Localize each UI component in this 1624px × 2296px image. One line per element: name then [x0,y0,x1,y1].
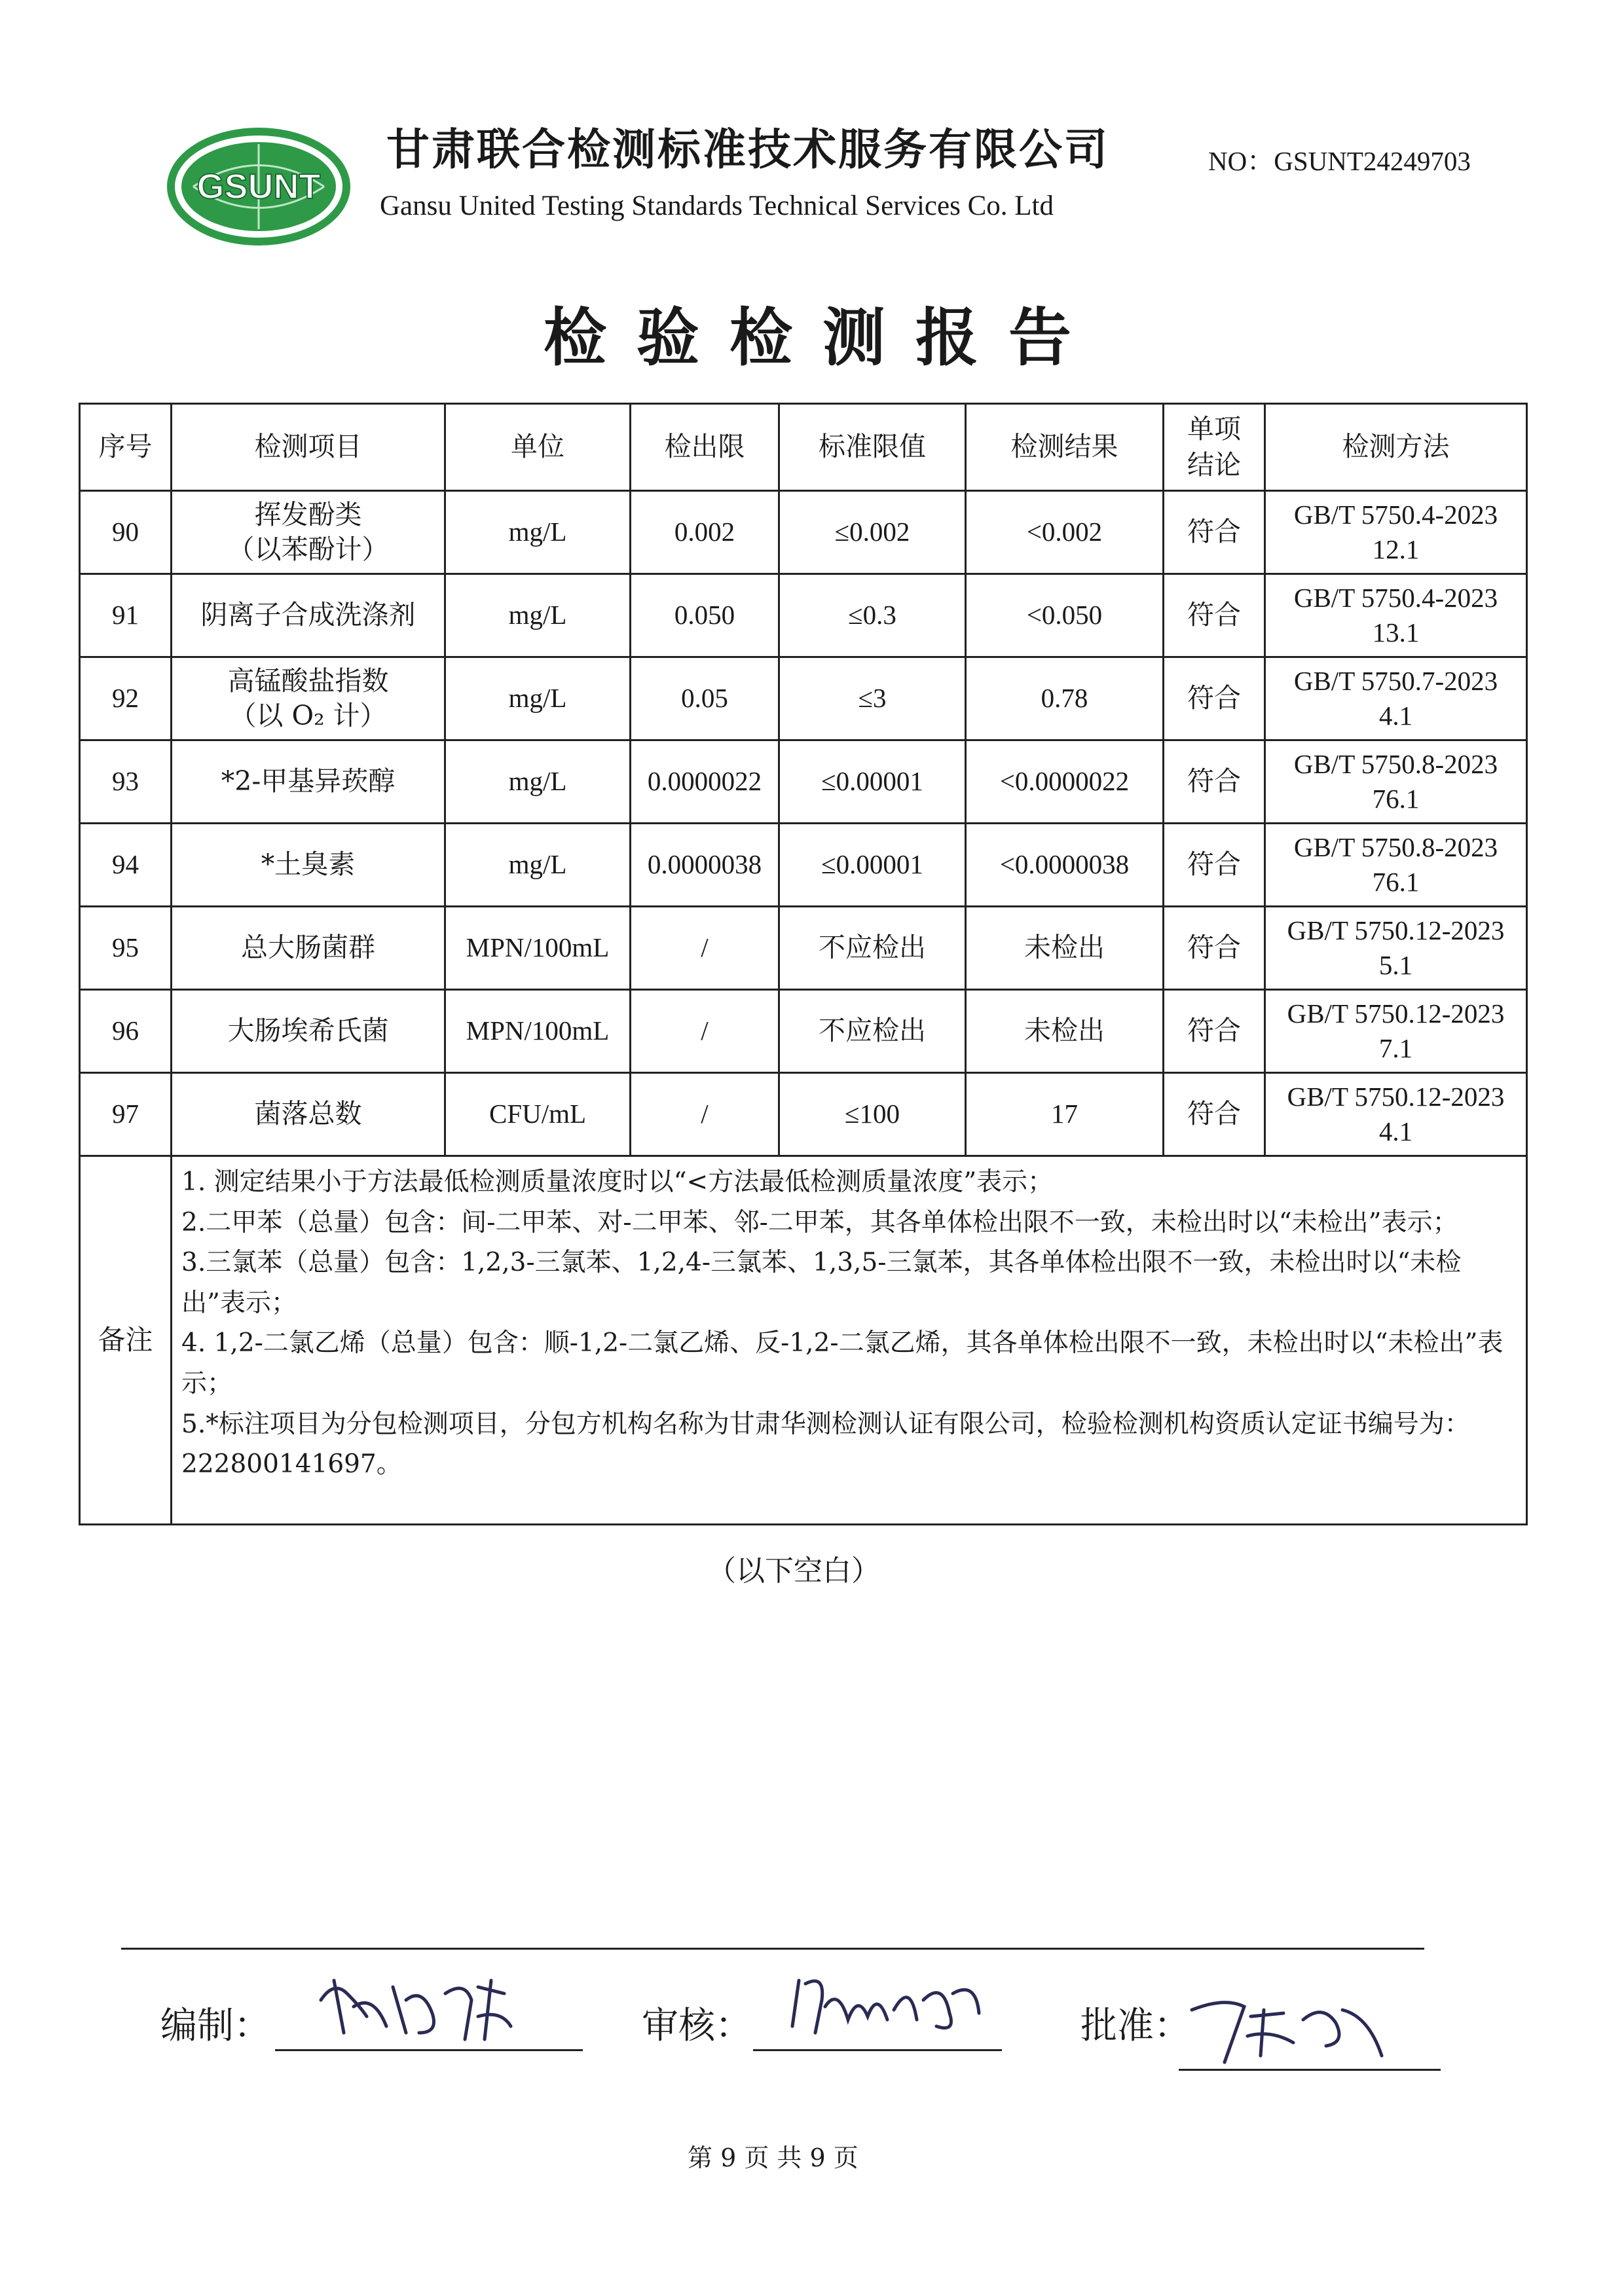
note-line: 5.*标注项目为分包检测项目，分包方机构名称为甘肃华测检测认证有限公司，检验检测机构资质认定证书编号为：222800141697。 [181,1409,1470,1480]
cell-standard-limit: ≤0.00001 [779,824,966,907]
cell-standard-limit: ≤0.00001 [779,740,966,824]
cell-no: 92 [80,657,172,740]
blank-below-note: （以下空白） [707,1554,880,1588]
note-line: 4. 1,2-二氯乙烯（总量）包含：顺-1,2-二氯乙烯、反-1,2-二氯乙烯，其各单体检出限不一致，未检出时以“未检出”表示； [181,1328,1504,1399]
cell-method [1265,574,1527,657]
cell-detection-limit: / [631,1073,779,1156]
cell-item-name: 挥发酚类 [254,498,362,530]
cell-conclusion: 符合 [1164,990,1265,1073]
notes-label: 备注 [80,1156,172,1525]
cell-item-sub: （以苯酚计） [227,534,389,565]
cell-method [1265,990,1527,1073]
cell-method-standard: GB/T 5750.8-2023 [1293,748,1498,779]
note-line: 1. 测定结果小于方法最低检测质量浓度时以“<方法最低检测质量浓度”表示； [181,1167,1054,1197]
cell-result: <0.0000038 [966,824,1164,907]
cell-item-name: 阴离子合成洗涤剂 [200,599,416,631]
cell-result: <0.050 [966,574,1164,657]
cell-result: 未检出 [966,907,1164,990]
table-row [80,1073,1527,1156]
cell-method-standard: GB/T 5750.12-2023 [1287,915,1505,945]
cell-standard-limit: ≤3 [779,657,966,740]
cell-method [1265,491,1527,574]
cell-detection-limit: / [631,907,779,990]
cell-method-standard: GB/T 5750.8-2023 [1293,831,1498,862]
report-title: 检验检测报告 [544,301,1101,374]
cell-item [172,824,445,907]
cell-method-standard: GB/T 5750.4-2023 [1293,499,1498,530]
table-header-row [80,404,1527,491]
cell-item-name: *2-甲基异莰醇 [221,765,396,797]
cell-unit: mg/L [445,491,631,574]
cell-method [1265,1073,1527,1156]
column-header: 检出限 [631,404,779,491]
cell-item-name: 菌落总数 [254,1098,362,1130]
cell-unit: mg/L [445,574,631,657]
cell-no: 93 [80,740,172,824]
cell-item [172,1073,445,1156]
cell-method-standard: GB/T 5750.4-2023 [1293,582,1498,613]
compiled-by-signature [308,1954,524,2052]
column-header: 序号 [80,404,172,491]
table-row [80,657,1527,740]
cell-conclusion: 符合 [1164,907,1265,990]
cell-item-name: 高锰酸盐指数 [227,665,389,697]
cell-method [1265,657,1527,740]
cell-detection-limit: / [631,990,779,1073]
table-row [80,491,1527,574]
cell-standard-limit: ≤100 [779,1073,966,1156]
cell-method-clause: 76.1 [1372,867,1420,897]
cell-method-clause: 13.1 [1372,617,1420,647]
column-header: 检测项目 [172,404,445,491]
column-header-text: 单项结论 [1187,412,1241,481]
cell-standard-limit: ≤0.002 [779,491,966,574]
cell-unit: mg/L [445,740,631,824]
cell-standard-limit: ≤0.3 [779,574,966,657]
cell-item [172,491,445,574]
cell-unit: MPN/100mL [445,907,631,990]
notes-row [80,1156,1527,1525]
cell-result: 未检出 [966,990,1164,1073]
table-row [80,574,1527,657]
cell-conclusion: 符合 [1164,824,1265,907]
report-number: NO：GSUNT24249703 [1208,146,1471,176]
cell-conclusion: 符合 [1164,740,1265,824]
company-name-cn: 甘肃联合检测标准技术服务有限公司 [386,124,1109,175]
column-header: 检测方法 [1265,404,1527,491]
cell-method-clause: 4.1 [1378,701,1413,731]
cell-item-name: 总大肠菌群 [241,932,375,964]
cell-no: 96 [80,990,172,1073]
table-row [80,907,1527,990]
notes-content [172,1156,1527,1525]
cell-no: 90 [80,491,172,574]
cell-method-clause: 76.1 [1372,784,1420,814]
cell-unit: mg/L [445,824,631,907]
cell-detection-limit: 0.0000022 [631,740,779,824]
reviewed-by-signature [786,1954,989,2052]
logo-text: GSUNT [196,167,321,206]
cell-no: 95 [80,907,172,990]
compiled-by-label: 编制： [160,2005,270,2047]
cell-result: <0.0000022 [966,740,1164,824]
cell-method-clause: 7.1 [1378,1033,1413,1063]
cell-detection-limit: 0.0000038 [631,824,779,907]
column-header: 检测结果 [966,404,1164,491]
table-row [80,990,1527,1073]
cell-unit: CFU/mL [445,1073,631,1156]
cell-result: 17 [966,1073,1164,1156]
company-logo [164,124,354,249]
cell-method [1265,824,1527,907]
reviewed-by-label: 审核： [642,2005,752,2047]
cell-unit: mg/L [445,657,631,740]
approved-by-signature [1185,1971,1401,2082]
results-table [79,403,1528,1525]
cell-method-standard: GB/T 5750.12-2023 [1287,998,1505,1029]
cell-item-name: 大肠埃希氏菌 [227,1015,389,1047]
column-header: 标准限值 [779,404,966,491]
cell-standard-limit: 不应检出 [779,990,966,1073]
cell-result: <0.002 [966,491,1164,574]
cell-conclusion: 符合 [1164,491,1265,574]
cell-method-clause: 12.1 [1372,534,1420,564]
table-row [80,740,1527,824]
column-header: 单位 [445,404,631,491]
cell-result: 0.78 [966,657,1164,740]
cell-no: 94 [80,824,172,907]
cell-method [1265,740,1527,824]
column-header [1164,404,1265,491]
cell-item [172,990,445,1073]
cell-detection-limit: 0.050 [631,574,779,657]
cell-detection-limit: 0.002 [631,491,779,574]
cell-method-clause: 4.1 [1378,1116,1413,1146]
page-number: 第 9 页 共 9 页 [688,2143,858,2172]
cell-no: 97 [80,1073,172,1156]
cell-conclusion: 符合 [1164,1073,1265,1156]
cell-method-clause: 5.1 [1378,950,1413,980]
approved-by-label: 批准： [1080,2005,1190,2047]
cell-conclusion: 符合 [1164,574,1265,657]
cell-item [172,907,445,990]
cell-method-standard: GB/T 5750.7-2023 [1293,665,1498,696]
cell-item [172,574,445,657]
cell-no: 91 [80,574,172,657]
cell-standard-limit: 不应检出 [779,907,966,990]
signature-separator [121,1948,1424,1950]
cell-conclusion: 符合 [1164,657,1265,740]
table-row [80,824,1527,907]
cell-item-name: *土臭素 [261,848,356,881]
note-line: 3.三氯苯（总量）包含：1,2,3-三氯苯、1,2,4-三氯苯、1,3,5-三氯苯，其各单体检出限不一致，未检出时以“未检出”表示； [181,1248,1462,1318]
cell-method-standard: GB/T 5750.12-2023 [1287,1081,1505,1112]
cell-detection-limit: 0.05 [631,657,779,740]
note-line: 2.二甲苯（总量）包含：间-二甲苯、对-二甲苯、邻-二甲苯，其各单体检出限不一致，未检出时以“未检出”表示； [181,1207,1458,1237]
cell-method [1265,907,1527,990]
cell-item [172,740,445,824]
cell-item [172,657,445,740]
cell-unit: MPN/100mL [445,990,631,1073]
company-name-en: Gansu United Testing Standards Technical Services Co. Ltd [380,191,1054,221]
cell-item-sub: （以 O₂ 计） [229,700,387,731]
